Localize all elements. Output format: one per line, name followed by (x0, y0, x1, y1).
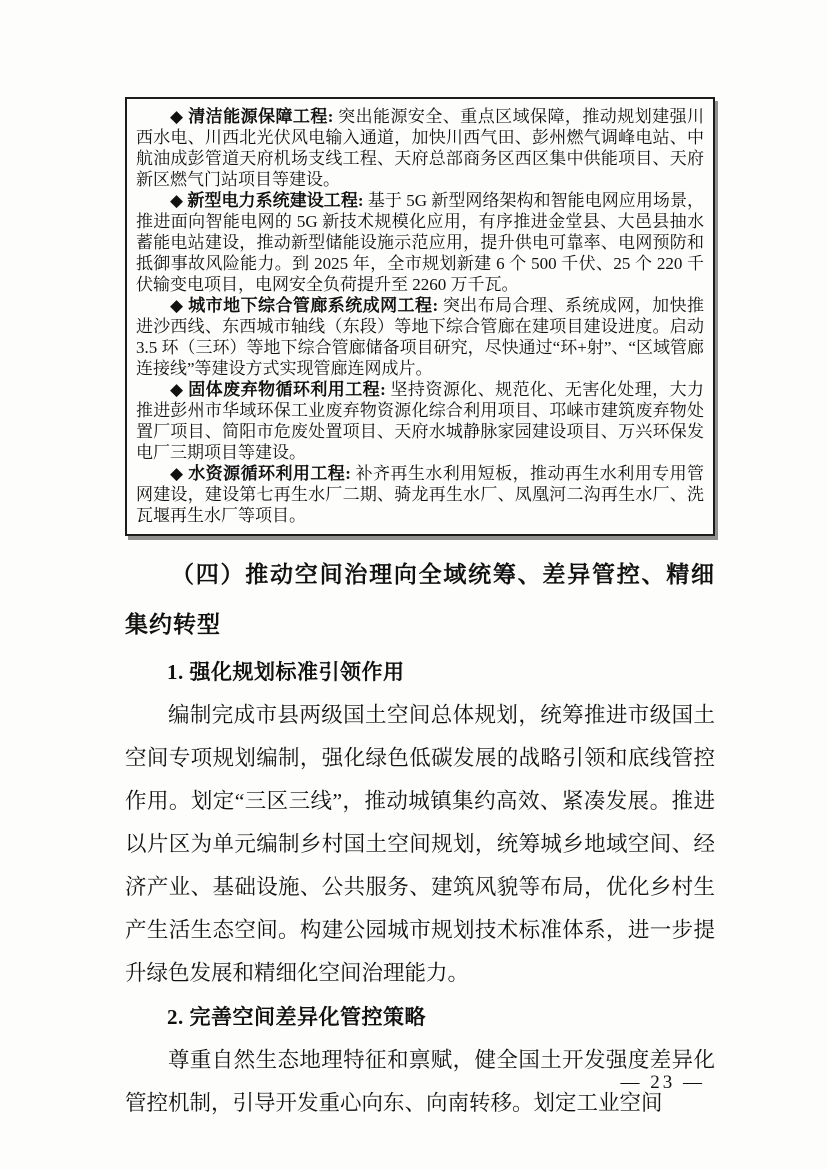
box-item-text: 基于 5G 新型网络架构和智能电网应用场景，推进面向智能电网的 5G 新技术规模化应用，有序推进金堂县、大邑县抽水蓄能电站建设，推动新型储能设施示范应用，提升供电可靠率、电网预防和抵御事故风险能力。到 2025 年，全市规划新建 6 个 500 千伏、25 个 220 千伏输变电项目，电网安全负荷提升至 2260 万千瓦。 (136, 191, 704, 294)
bullet-diamond-icon: ◆ (170, 464, 184, 483)
box-item-label: 清洁能源保障工程: (188, 107, 334, 126)
box-item (136, 106, 704, 190)
subsection-1-title: 1. 强化规划标准引领作用 (167, 660, 405, 684)
bullet-diamond-icon: ◆ (170, 191, 184, 210)
section-heading: （四）推动空间治理向全域统筹、差异管控、精细集约转型 (125, 562, 715, 637)
box-item-label: 新型电力系统建设工程: (187, 191, 364, 210)
project-highlight-box (125, 97, 715, 536)
box-item-label: 城市地下综合管廊系统成网工程: (188, 296, 439, 315)
box-item (136, 463, 704, 526)
box-item-label: 固体废弃物循环利用工程: (188, 380, 386, 399)
box-item-text: 突出布局合理、系统成网，加快推进沙西线、东西城市轴线（东段）等地下综合管廊在建项目建设进度。启动 3.5 环（三环）等地下综合管廊储备项目研究，尽快通过“环+射”、“区域管廊连接线”等建设方式实现管廊连网成片。 (136, 296, 705, 378)
subsection-1-paragraph: 编制完成市县两级国土空间总体规划，统筹推进市级国土空间专项规划编制，强化绿色低碳发展的战略引领和底线管控作用。划定“三区三线”，推动城镇集约高效、紧凑发展。推进以片区为单元编制乡村国土空间规划，统筹城乡地域空间、经济产业、基础设施、公共服务、建筑风貌等布局，优化乡村生产生活生态空间。构建公园城市规划技术标准体系，进一步提升绿色发展和精细化空间治理能力。 (125, 703, 715, 985)
box-item (136, 295, 704, 379)
box-item (136, 379, 704, 463)
bullet-diamond-icon: ◆ (170, 107, 184, 126)
box-item-text: 坚持资源化、规范化、无害化处理，大力推进彭州市华域环保工业废弃物资源化综合利用项目、邛崃市建筑废弃物处置厂项目、简阳市危废处置项目、天府水城静脉家园建设项目、万兴环保发电厂三期项目等建设。 (136, 380, 705, 462)
subsection-2-paragraph: 尊重自然生态地理特征和禀赋，健全国土开发强度差异化管控机制，引导开发重心向东、向南转移。划定工业空间 (125, 1048, 715, 1115)
subsection-2-title: 2. 完善空间差异化管控策略 (167, 1005, 426, 1029)
box-item-label: 水资源循环利用工程: (188, 464, 351, 483)
bullet-diamond-icon: ◆ (170, 296, 184, 315)
text-column (125, 97, 715, 1125)
box-item-text: 补齐再生水利用短板，推动再生水利用专用管网建设，建设第七再生水厂二期、骑龙再生水厂、凤凰河二沟再生水厂、洗瓦堰再生水厂等项目。 (136, 464, 705, 525)
page-number: — 23 — (620, 1072, 705, 1093)
box-item (136, 190, 704, 295)
bullet-diamond-icon: ◆ (170, 380, 184, 399)
box-item-text: 突出能源安全、重点区域保障，推动规划建强川西水电、川西北光伏风电输入通道，加快川西气田、彭州燃气调峰电站、中航油成彭管道天府机场支线工程、天府总部商务区西区集中供能项目、天府新区燃气门站项目等建设。 (136, 107, 705, 189)
